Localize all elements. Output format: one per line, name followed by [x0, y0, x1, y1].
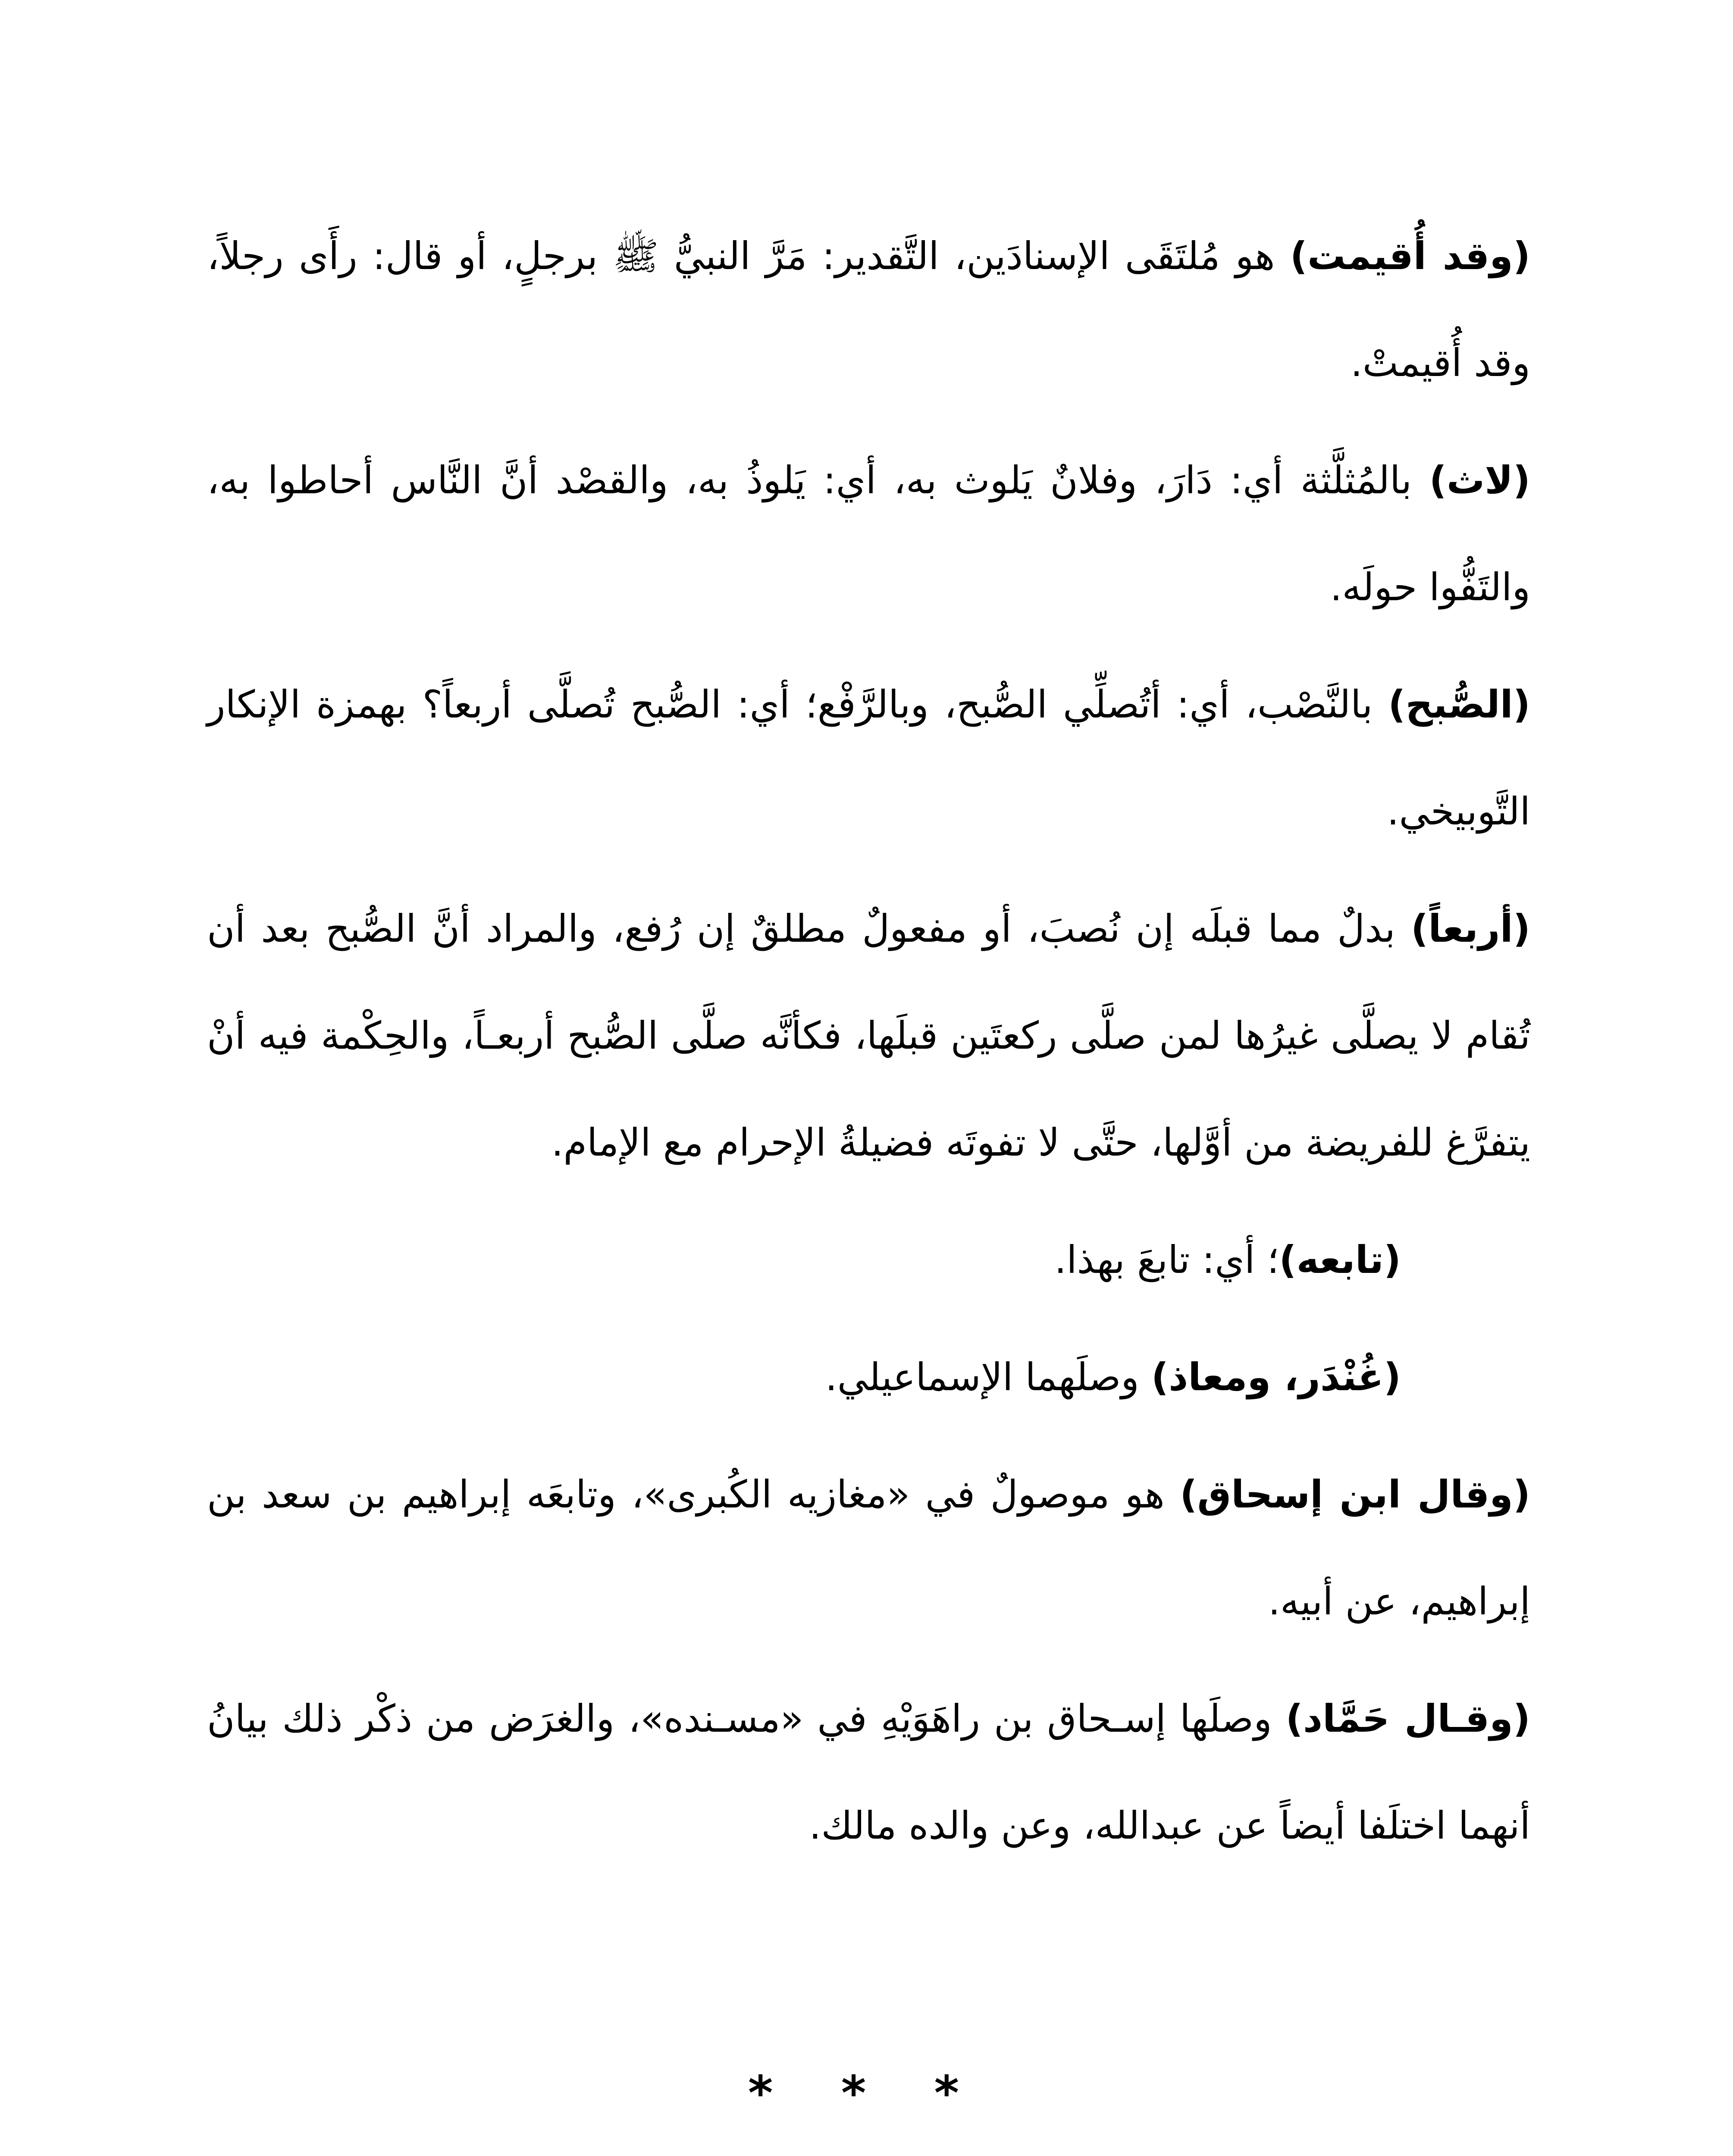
paragraph-4 [207, 875, 1530, 1196]
paragraph-2-lead: (لاث) [1429, 458, 1530, 502]
paragraph-6-lead: (غُنْدَر، ومعاذ) [1151, 1355, 1401, 1399]
paragraph-3 [207, 651, 1530, 865]
paragraph-5-lead: (تابعه) [1279, 1238, 1401, 1282]
paragraph-6-body: وصلَهما الإسماعيلي. [825, 1355, 1151, 1399]
paragraph-8-lead: (وقـال حَمَّاد) [1285, 1696, 1530, 1741]
paragraph-5 [207, 1206, 1530, 1313]
paragraph-7 [207, 1441, 1530, 1655]
paragraph-7-lead: (وقال ابن إسحاق) [1180, 1472, 1530, 1517]
paragraph-4-body: بدلٌ مما قبلَه إن نُصبَ، أو مفعولٌ مطلقٌ إن رُفع، والمراد أنَّ الصُّبح بعد أن تُقام لا يصلَّى غيرُها لمن صلَّى ركعتَين قبلَها، فكأنَّه صلَّى الصُّبح أربعـاً، والحِكْمة فيه أنْ يتفرَّغ للفريضة من أوَّلها، حتَّى لا تفوتَه فضيلةُ الإحرام مع الإمام. [207, 906, 1530, 1165]
paragraph-5-body: ؛ أي: تابعَ بهذا. [1054, 1238, 1279, 1282]
paragraph-3-lead: (الصُّبح) [1388, 682, 1530, 727]
section-divider-ornament: * * * [748, 2065, 985, 2121]
paragraph-1-lead: (وقد أُقيمت) [1290, 234, 1531, 278]
paragraph-1-body: هو مُلتَقَى الإسنادَين، التَّقدير: مَرَّ النبيُّ ﷺ برجلٍ، أو قال: رأَى رجلاً، وقد أُقيمتْ. [207, 234, 1530, 385]
main-text [207, 203, 1530, 1890]
paragraph-3-body: بالنَّصْب، أي: أتُصلِّي الصُّبح، وبالرَّفْع؛ أي: الصُّبح تُصلَّى أربعاً؟ بهمزة الإنكار التَّوبيخي. [207, 682, 1530, 834]
paragraph-8 [207, 1665, 1530, 1879]
paragraph-7-body: هو موصولٌ في «مغازيه الكُبرى»، وتابعَه إبراهيم بن سعد بن إبراهيم، عن أبيه. [207, 1472, 1530, 1623]
paragraph-1 [207, 203, 1530, 417]
paragraph-6 [207, 1324, 1530, 1431]
paragraph-8-body: وصلَها إسـحاق بن راهَوَيْهِ في «مسـنده»، والغرَض من ذكْر ذلك بيانُ أنهما اختلَفا أيضاً عن عبدالله، وعن والده مالك. [207, 1696, 1530, 1848]
paragraph-2 [207, 427, 1530, 641]
paragraph-4-lead: (أربعاً) [1410, 906, 1530, 951]
paragraph-2-body: بالمُثلَّثة أي: دَارَ، وفلانٌ يَلوث به، أي: يَلوذُ به، والقصْد أنَّ النَّاس أحاطوا به، والتَفُّوا حولَه. [207, 458, 1530, 609]
